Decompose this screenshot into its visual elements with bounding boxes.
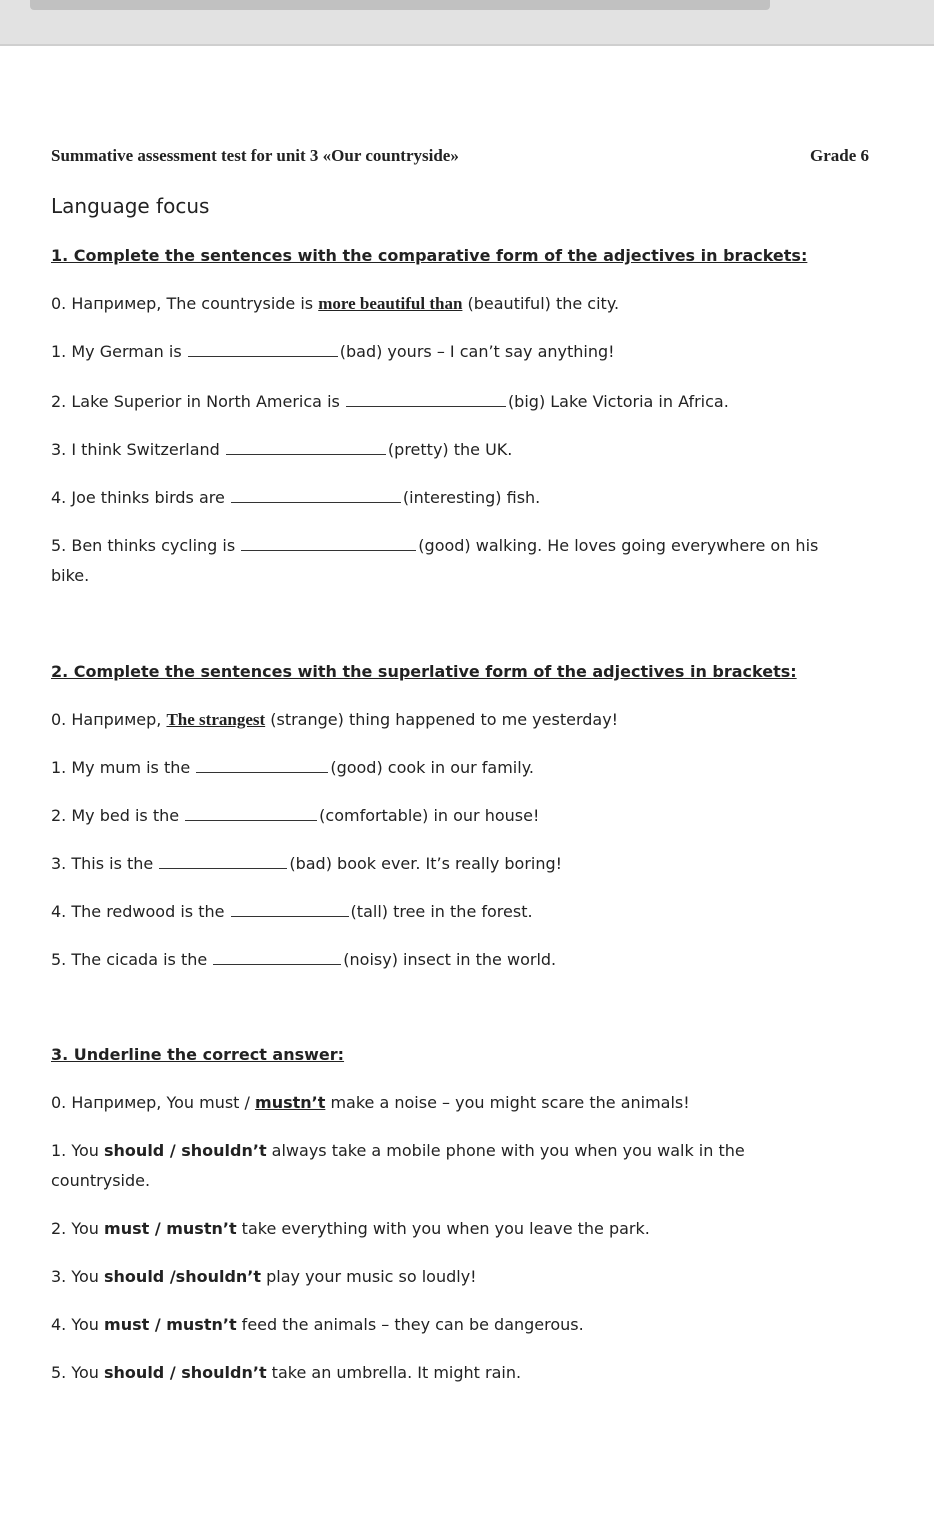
- section3-title: 3. Underline the correct answer:: [51, 1045, 345, 1064]
- section3-item-1: [51, 1141, 745, 1161]
- answer-blank[interactable]: [159, 854, 287, 869]
- example-answer: mustn’t: [255, 1093, 326, 1112]
- cropped-header-text: [30, 0, 770, 10]
- item-text: 3. You: [51, 1267, 105, 1286]
- item-text: (good) cook in our family.: [330, 758, 534, 777]
- item-text: 4. Joe thinks birds are: [51, 488, 230, 507]
- answer-blank[interactable]: [188, 342, 338, 357]
- answer-choice[interactable]: should / shouldn’t: [104, 1141, 267, 1160]
- item-text: play your music so loudly!: [261, 1267, 477, 1286]
- section2-item-5: [51, 950, 556, 970]
- item-text: 1. My mum is the: [51, 758, 196, 777]
- answer-choice[interactable]: must / mustn’t: [104, 1219, 237, 1238]
- answer-blank[interactable]: [241, 536, 416, 551]
- example-answer: more beautiful than: [318, 294, 463, 313]
- item-text: (noisy) insect in the world.: [343, 950, 557, 969]
- item-text: 4. The redwood is the: [51, 902, 230, 921]
- section1-example: [51, 294, 619, 314]
- item-text: (big) Lake Victoria in Africa.: [507, 392, 729, 411]
- section3-item-2: [51, 1219, 650, 1239]
- section3-item-5: [51, 1363, 521, 1383]
- section1-item-4: [51, 488, 540, 508]
- example-prefix: 0. Например,: [51, 710, 167, 729]
- item-text: 3. I think Switzerland: [51, 440, 225, 459]
- item-text: 5. The cicada is the: [51, 950, 213, 969]
- page-title: Summative assessment test for unit 3 «Our countryside»: [51, 146, 459, 165]
- answer-blank[interactable]: [231, 488, 401, 503]
- answer-blank[interactable]: [231, 902, 349, 917]
- example-prefix: 0. Например, The countryside is: [51, 294, 319, 313]
- section2-item-4: [51, 902, 533, 922]
- answer-blank[interactable]: [226, 440, 386, 455]
- section3-item-1-continuation: countryside.: [51, 1171, 151, 1190]
- grade-label: Grade 6: [810, 146, 870, 165]
- example-suffix: (strange) thing happened to me yesterday!: [265, 710, 619, 729]
- example-prefix: 0. Например, You must /: [51, 1093, 256, 1112]
- item-text: 3. This is the: [51, 854, 159, 873]
- item-text: feed the animals – they can be dangerous.: [236, 1315, 584, 1334]
- section2-item-1: [51, 758, 534, 778]
- section1-item-3: [51, 440, 512, 460]
- section2-title: 2. Complete the sentences with the superlative form of the adjectives in brackets:: [51, 662, 797, 681]
- section3-item-3: [51, 1267, 477, 1287]
- answer-choice[interactable]: should / shouldn’t: [104, 1363, 267, 1382]
- section1-item-1: [51, 342, 615, 362]
- item-text: (interesting) fish.: [402, 488, 541, 507]
- section1-title: 1. Complete the sentences with the comparative form of the adjectives in brackets:: [51, 246, 808, 265]
- item-text: (tall) tree in the forest.: [350, 902, 533, 921]
- item-text: (comfortable) in our house!: [319, 806, 540, 825]
- item-text: 4. You: [51, 1315, 105, 1334]
- item-text: (good) walking. He loves going everywhere on his: [418, 536, 819, 555]
- section2-item-2: [51, 806, 539, 826]
- item-text: always take a mobile phone with you when you walk in the: [266, 1141, 745, 1160]
- item-text: take an umbrella. It might rain.: [266, 1363, 522, 1382]
- language-focus-heading: Language focus: [51, 194, 210, 218]
- item-text: 2. You: [51, 1219, 105, 1238]
- item-text: 5. Ben thinks cycling is: [51, 536, 241, 555]
- item-text: take everything with you when you leave the park.: [236, 1219, 650, 1238]
- answer-blank[interactable]: [196, 758, 328, 773]
- section1-item-5-continuation: bike.: [51, 566, 90, 585]
- section1-item-2: [51, 392, 729, 412]
- item-text: (bad) yours – I can’t say anything!: [339, 342, 615, 361]
- answer-choice[interactable]: must / mustn’t: [104, 1315, 237, 1334]
- item-text: (pretty) the UK.: [387, 440, 513, 459]
- example-suffix: make a noise – you might scare the animals!: [325, 1093, 690, 1112]
- section2-example: [51, 710, 618, 730]
- item-text: 1. My German is: [51, 342, 187, 361]
- example-suffix: (beautiful) the city.: [462, 294, 620, 313]
- item-text: 2. My bed is the: [51, 806, 185, 825]
- example-answer: The strangest: [166, 710, 266, 729]
- section3-example: [51, 1093, 690, 1113]
- answer-blank[interactable]: [213, 950, 341, 965]
- item-text: 5. You: [51, 1363, 105, 1382]
- section1-item-5: [51, 536, 818, 556]
- item-text: 1. You: [51, 1141, 105, 1160]
- item-text: (bad) book ever. It’s really boring!: [289, 854, 563, 873]
- section2-item-3: [51, 854, 562, 874]
- section3-item-4: [51, 1315, 584, 1335]
- browser-top-bar: [0, 0, 934, 46]
- answer-choice[interactable]: should /shouldn’t: [104, 1267, 262, 1286]
- answer-blank[interactable]: [185, 806, 317, 821]
- answer-blank[interactable]: [346, 392, 506, 407]
- item-text: 2. Lake Superior in North America is: [51, 392, 345, 411]
